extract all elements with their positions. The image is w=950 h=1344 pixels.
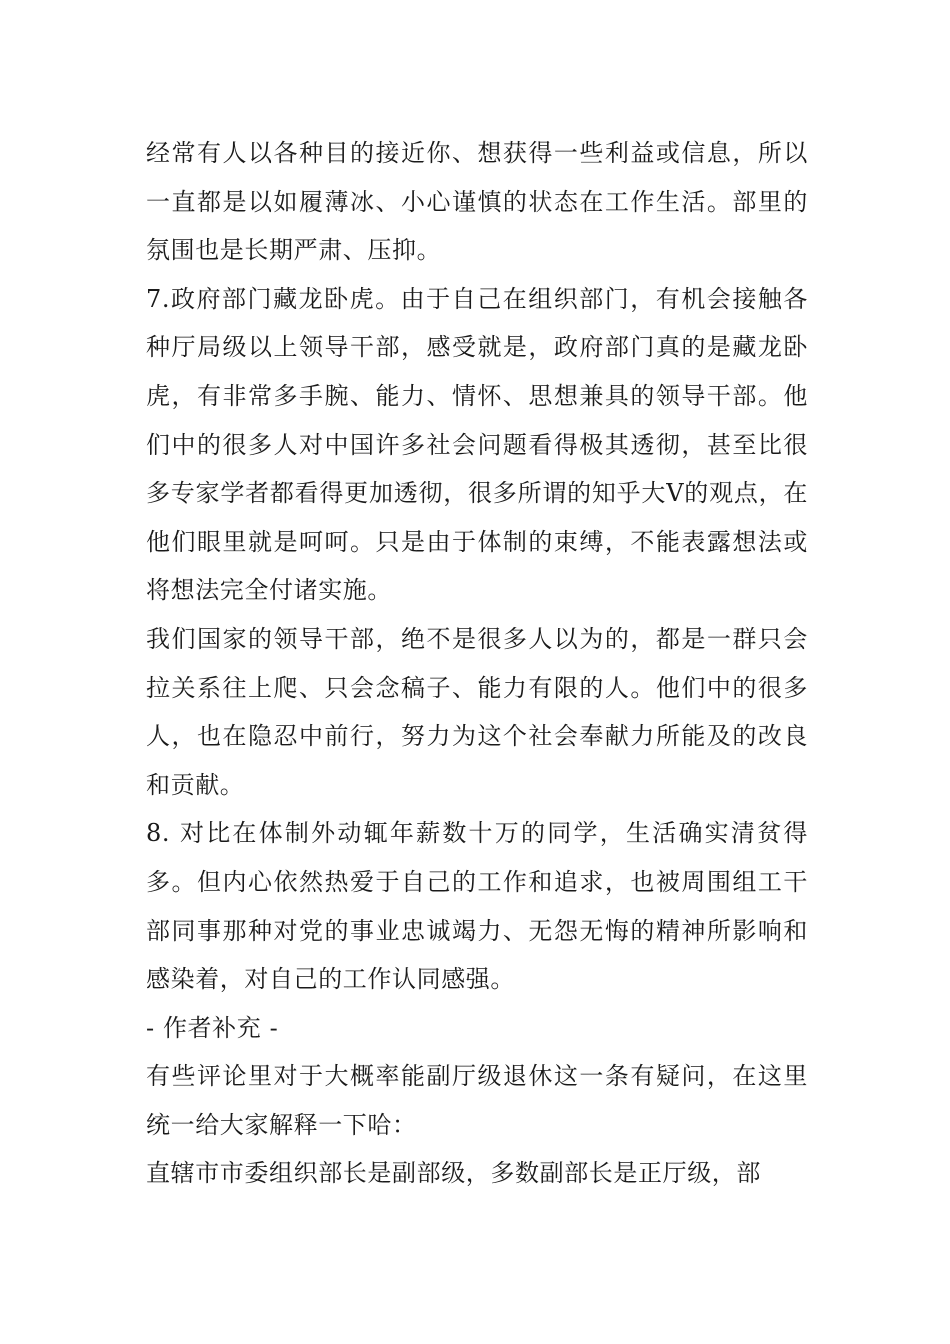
document-body bbox=[146, 129, 808, 1198]
paragraph-author-note: 有些评论里对于大概率能副厅级退休这一条有疑问，在这里统一给大家解释一下哈： bbox=[146, 1062, 808, 1139]
paragraph-point-8: 8. 对比在体制外动辄年薪数十万的同学，生活确实清贫得多。但内心依然热爱于自己的工作和追求，也被周围组工干部同事那种对党的事业忠诚竭力、无怨无悔的精神所影响和感染着，对自己的工作认同感强。 bbox=[146, 819, 808, 994]
paragraph-municipal-ranks: 直辖市市委组织部长是副部级，多数副部长是正厅级，部 bbox=[146, 1159, 761, 1188]
paragraph-point-7: 7.政府部门藏龙卧虎。由于自己在组织部门，有机会接触各种厅局级以上领导干部，感受就是，政府部门真的是藏龙卧虎，有非常多手腕、能力、情怀、思想兼具的领导干部。他们中的很多人对中国许多社会问题看得极其透彻，甚至比很多专家学者都看得更加透彻，很多所谓的知乎大V的观点，在他们眼里就是呵呵。只是由于体制的束缚，不能表露想法或将想法完全付诸实施。 bbox=[146, 284, 808, 605]
paragraph-leaders: 我们国家的领导干部，绝不是很多人以为的，都是一群只会拉关系往上爬、只会念稿子、能力有限的人。他们中的很多人，也在隐忍中前行，努力为这个社会奉献力所能及的改良和贡献。 bbox=[146, 624, 808, 799]
section-heading-author-note: - 作者补充 - bbox=[146, 1013, 279, 1042]
paragraph-anecdote-pressure: 经常有人以各种目的接近你、想获得一些利益或信息，所以一直都是以如履薄冰、小心谨慎的状态在工作生活。部里的氛围也是长期严肃、压抑。 bbox=[146, 139, 808, 265]
